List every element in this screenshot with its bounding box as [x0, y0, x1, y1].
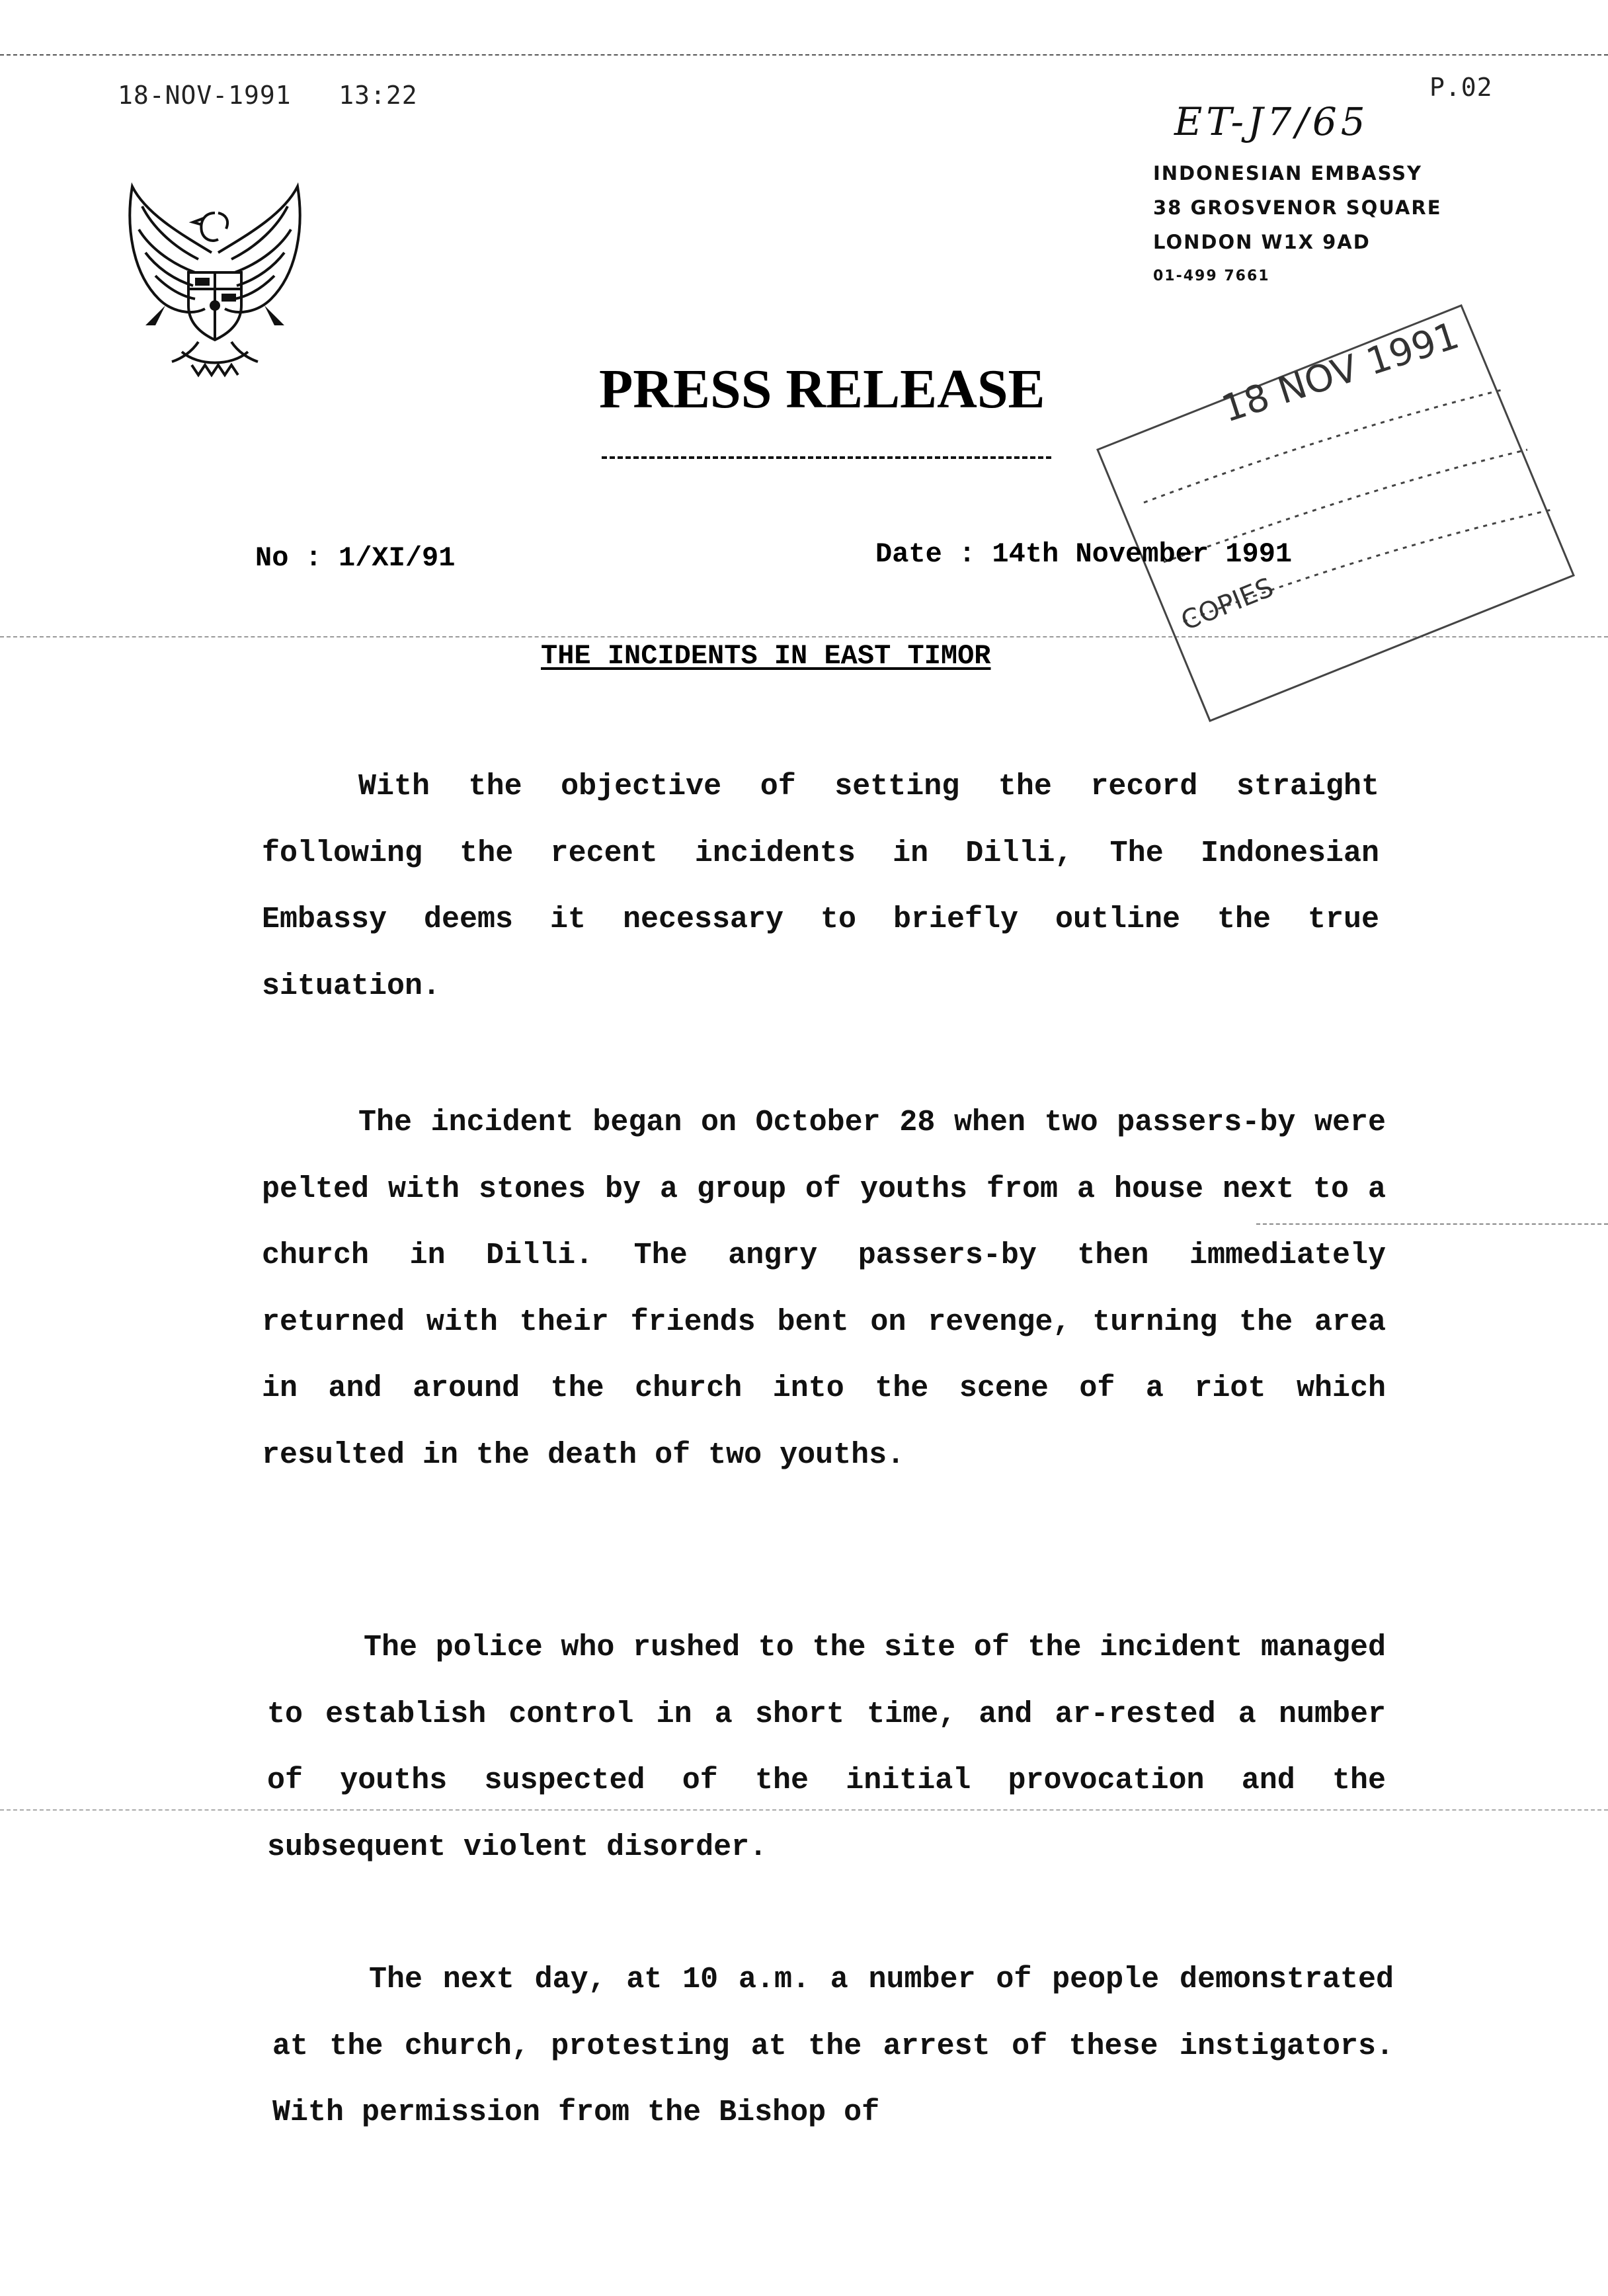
body-paragraph: With the objective of setting the record straight following the recent incidents in Dilli, The Indonesian Embassy deems it necessary to briefly outline the true situation.: [262, 770, 1379, 1003]
garuda-pancasila-emblem-icon: [119, 173, 311, 378]
address-line: INDONESIAN EMBASSY: [1153, 162, 1423, 184]
received-stamp: [1091, 298, 1593, 734]
stamp-copies-label: COPIES: [1177, 572, 1278, 637]
scan-artifact-line: [0, 1809, 1608, 1811]
section-heading: THE INCIDENTS IN EAST TIMOR: [541, 640, 991, 672]
body-paragraph: The police who rushed to the site of the incident managed to establish control in a short time, and ar-rested a number of youths suspected of the initial provocation and the subsequent violent disorder.: [267, 1631, 1386, 1864]
stamp-date: 18 NOV 1991: [1217, 313, 1465, 431]
body-paragraph: The next day, at 10 a.m. a number of people demonstrated at the church, protesting at the arrest of these instigators. With permission from the Bishop of: [272, 1963, 1394, 2129]
fax-top-rule: [0, 54, 1608, 56]
fax-timestamp: 18-NOV-1991 13:22: [118, 81, 418, 110]
release-date: Date : 14th November 1991: [875, 538, 1293, 570]
address-line: 01-499 7661: [1153, 268, 1270, 284]
fax-page-number: P.02: [1429, 73, 1493, 102]
address-line: LONDON W1X 9AD: [1153, 231, 1371, 253]
scan-artifact-line: [1256, 1223, 1608, 1225]
body-paragraph: The incident began on October 28 when two passers-by were pelted with stones by a group of youths from a house next to a church in Dilli. The angry passers-by then immediately returned with their friends bent on revenge, turning the area in and around the church into the scene of a riot which resulted in the death of two youths.: [262, 1106, 1386, 1472]
page-title: PRESS RELEASE: [599, 358, 1045, 420]
release-number: No : 1/XI/91: [255, 542, 456, 574]
embassy-address: [1153, 156, 1442, 294]
title-rule: [602, 456, 1051, 459]
handwritten-reference: ET-J7/65: [1174, 99, 1369, 144]
address-line: 38 GROSVENOR SQUARE: [1153, 196, 1442, 219]
